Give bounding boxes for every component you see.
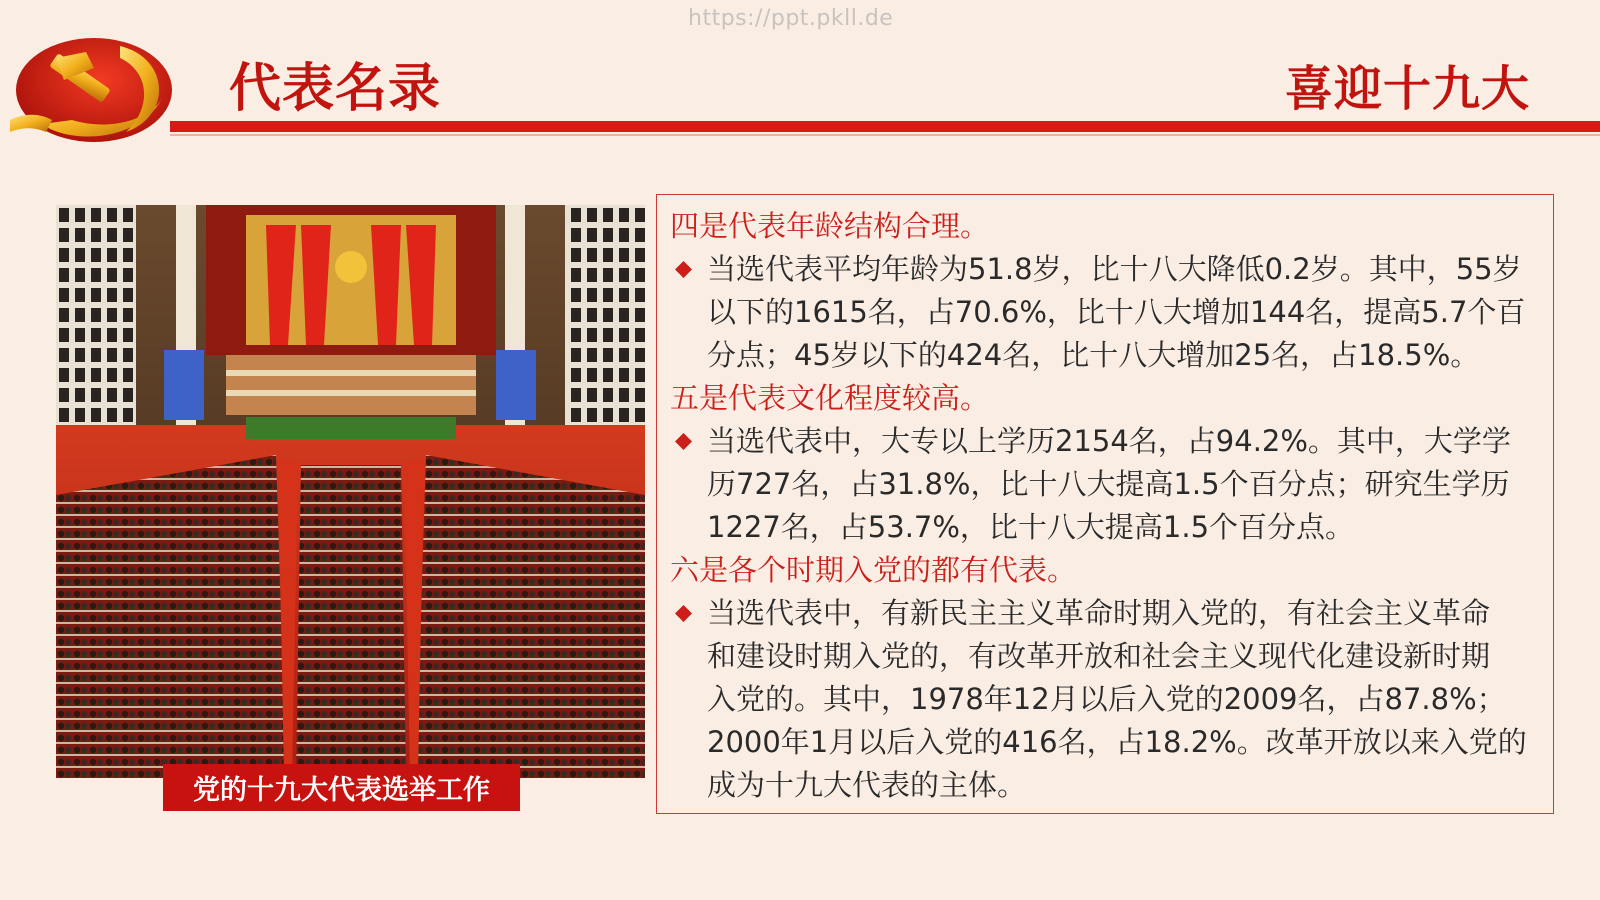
- content-panel: [656, 194, 1554, 814]
- diamond-bullet-icon: [675, 605, 692, 622]
- header-divider: [170, 121, 1600, 132]
- paragraph-line: 2000年1月以后入党的416名，占18.2%。改革开放以来入党的: [707, 725, 1527, 759]
- paragraph-line: 1227名，占53.7%，比十八大提高1.5个百分点。: [707, 510, 1355, 544]
- photo-caption: 党的十九大代表选举工作: [163, 764, 520, 811]
- section-heading-age: 四是代表年龄结构合理。: [670, 209, 990, 243]
- paragraph-line: 历727名，占31.8%，比十八大提高1.5个百分点；研究生学历: [707, 467, 1510, 501]
- paragraph-line: 成为十九大代表的主体。: [707, 768, 1027, 802]
- paragraph-line: 当选代表平均年龄为51.8岁，比十八大降低0.2岁。其中，55岁: [707, 252, 1522, 286]
- diamond-bullet-icon: [675, 433, 692, 450]
- bullet-paragraph-age: [670, 248, 1541, 377]
- section-heading-education: 五是代表文化程度较高。: [670, 381, 990, 415]
- section-heading-party-entry: 六是各个时期入党的都有代表。: [670, 553, 1077, 587]
- paragraph-line: 分点；45岁以下的424名，比十八大增加25名，占18.5%。: [707, 338, 1480, 372]
- party-emblem-icon: [2, 28, 178, 148]
- diamond-bullet-icon: [675, 261, 692, 278]
- paragraph-line: 入党的。其中，1978年12月以后入党的2009名，占87.8%；: [707, 682, 1506, 716]
- watermark: https://ppt.pkll.de: [688, 6, 894, 31]
- congress-hall-photo: [56, 205, 645, 778]
- header-slogan: 喜迎十九大: [1284, 61, 1530, 117]
- bullet-paragraph-education: [670, 420, 1541, 549]
- header-divider-shadow: [170, 134, 1600, 136]
- page-title: 代表名录: [229, 59, 442, 119]
- paragraph-line: 以下的1615名，占70.6%，比十八大增加144名，提高5.7个百: [707, 295, 1526, 329]
- paragraph-line: 和建设时期入党的，有改革开放和社会主义现代化建设新时期: [707, 639, 1491, 673]
- paragraph-line: 当选代表中，有新民主主义革命时期入党的，有社会主义革命: [707, 596, 1491, 630]
- paragraph-line: 当选代表中，大专以上学历2154名，占94.2%。其中，大学学: [707, 424, 1511, 458]
- bullet-paragraph-party-entry: [670, 592, 1541, 807]
